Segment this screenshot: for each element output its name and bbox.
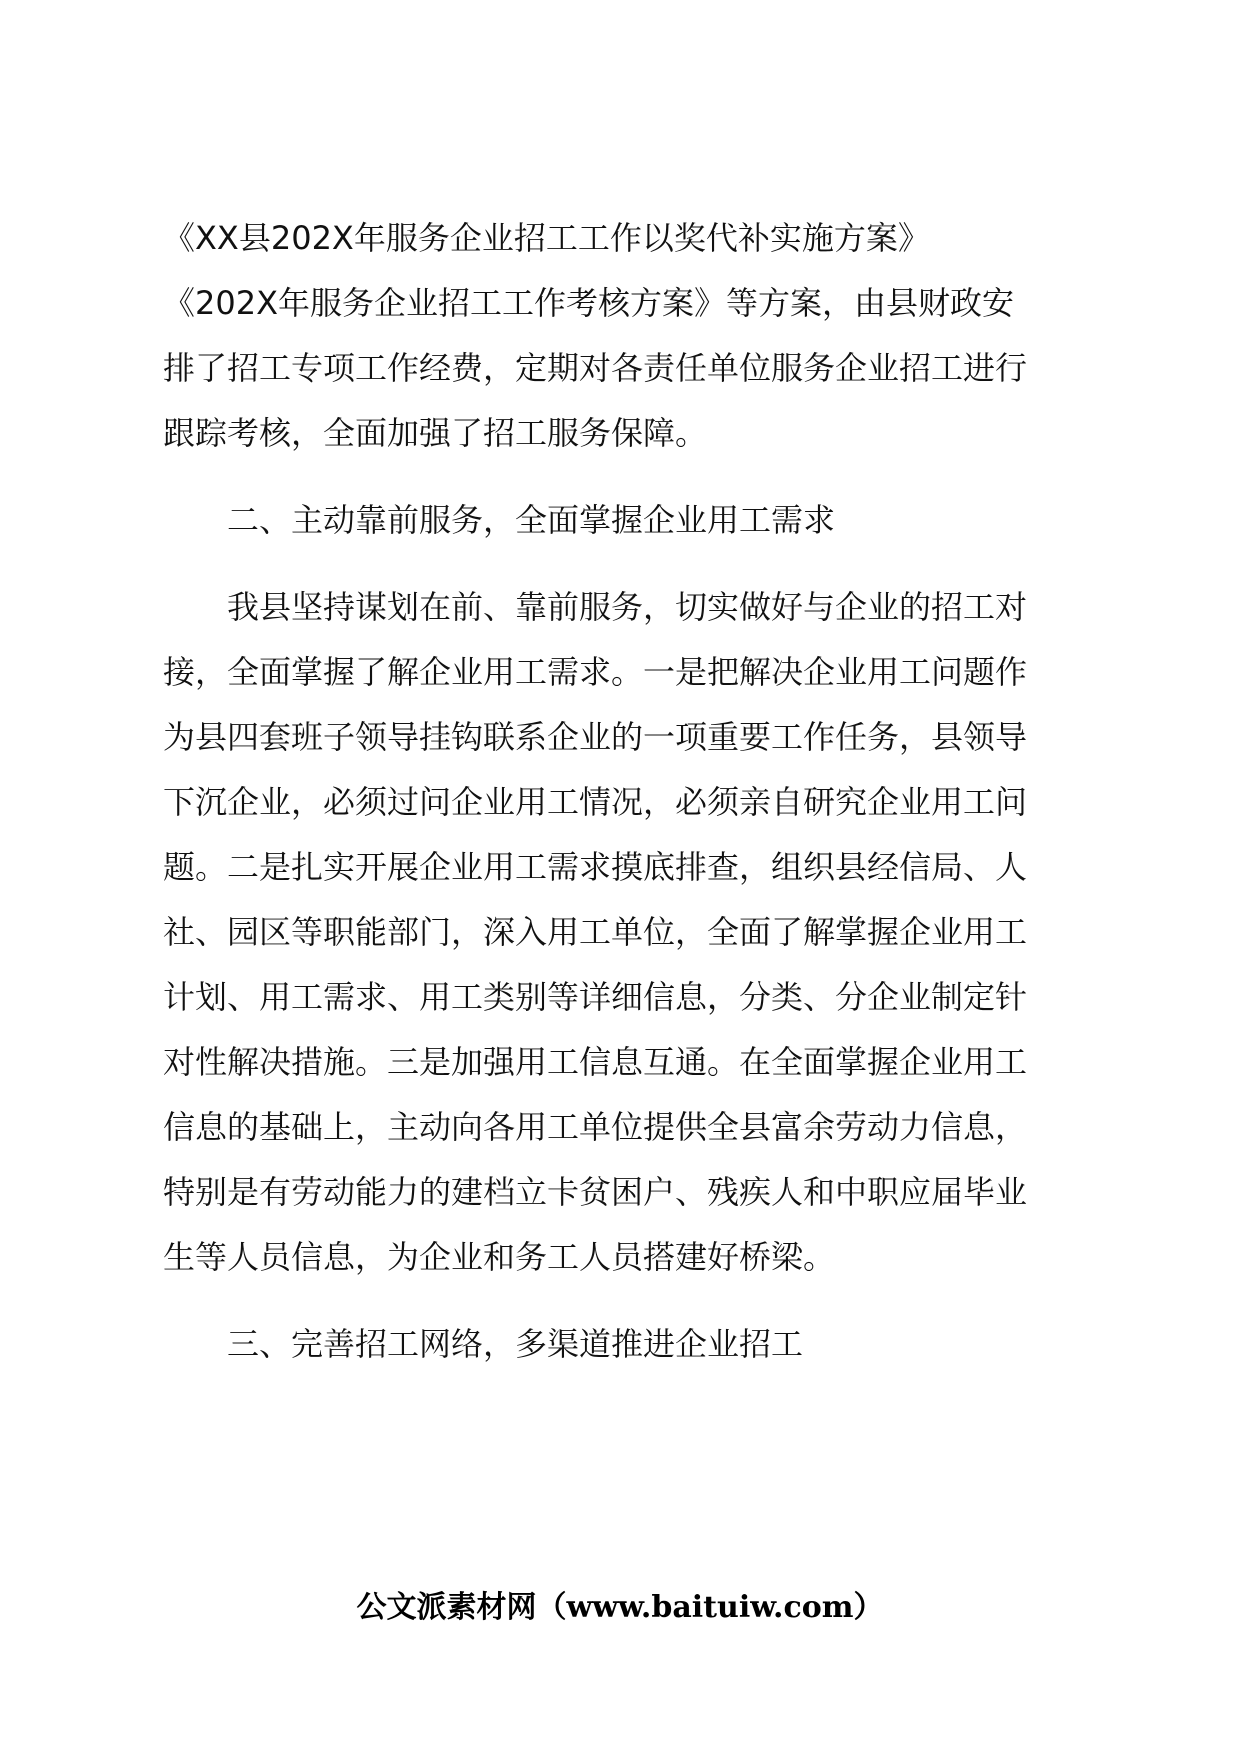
body-line: 《XX县202X年服务企业招工工作以奖代补实施方案》 [163,219,930,257]
body-line: 我县坚持谋划在前、靠前服务，切实做好与企业的招工对 [227,588,1028,626]
body-line: 社、园区等职能部门，深入用工单位，全面了解掌握企业用工 [163,913,1028,951]
body-line: 接，全面掌握了解企业用工需求。一是把解决企业用工问题作 [163,653,1028,691]
body-line: 跟踪考核，全面加强了招工服务保障。 [163,414,708,452]
body-line: 排了招工专项工作经费，定期对各责任单位服务企业招工进行 [163,349,1028,387]
body-line: 下沉企业，必须过问企业用工情况，必须亲自研究企业用工问 [163,783,1028,821]
section-heading: 三、完善招工网络，多渠道推进企业招工 [227,1325,804,1363]
body-line: 《202X年服务企业招工工作考核方案》等方案，由县财政安 [163,284,1015,322]
body-line: 特别是有劳动能力的建档立卡贫困户、残疾人和中职应届毕业 [163,1173,1028,1211]
footer-watermark: 公文派素材网（www.baituiw.com） [356,1590,884,1625]
paragraph-gap [163,553,1083,575]
document-body [163,206,1083,1377]
paragraph-gap [163,466,1083,488]
body-line: 为县四套班子领导挂钩联系企业的一项重要工作任务，县领导 [163,718,1028,756]
body-line: 信息的基础上，主动向各用工单位提供全县富余劳动力信息， [163,1108,1028,1146]
body-line: 对性解决措施。三是加强用工信息互通。在全面掌握企业用工 [163,1043,1028,1081]
body-line: 生等人员信息，为企业和务工人员搭建好桥梁。 [163,1238,836,1276]
paragraph-gap [163,1290,1083,1312]
body-line: 题。二是扎实开展企业用工需求摸底排查，组织县经信局、人 [163,848,1028,886]
section-heading: 二、主动靠前服务，全面掌握企业用工需求 [227,501,836,539]
body-line: 计划、用工需求、用工类别等详细信息，分类、分企业制定针 [163,978,1028,1016]
